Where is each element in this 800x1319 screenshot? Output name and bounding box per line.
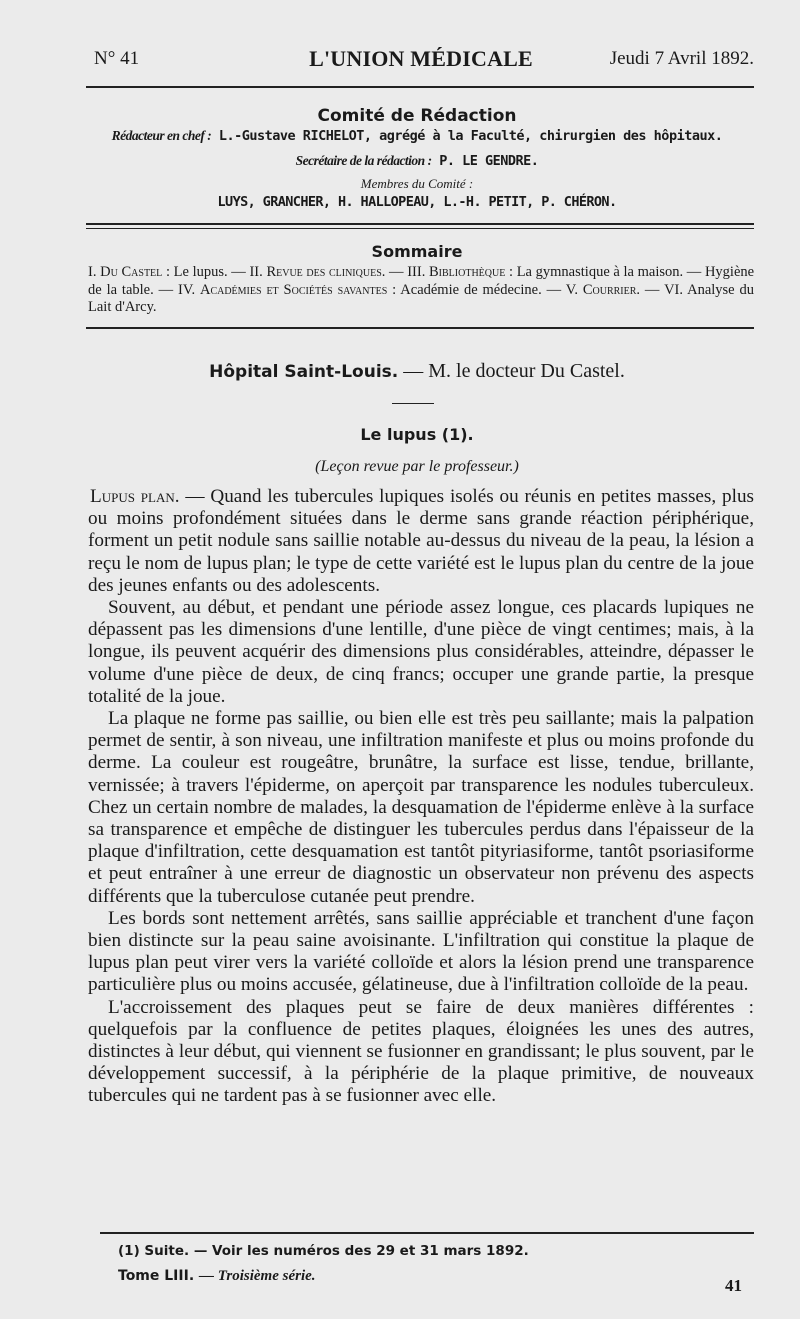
footer-rule	[100, 1232, 754, 1234]
editor-line	[80, 128, 754, 144]
paragraph: L'accroissement des plaques peut se faire de deux manières différentes : quelquefois par la confluence de petites plaques, éloignées les unes des autres, distinctes à leur début, qui viennent se fusionner en grandissant; le plus souvent, par le développement successif, à la périphérie de la plaque primitive, de nouveaux tubercules qui ne tardent pas à se fusionner avec elle.	[88, 996, 754, 1107]
sommaire-section: Revue des cliniques.	[266, 264, 386, 280]
sommaire-title: Sommaire	[371, 242, 463, 261]
editor-name: L.-Gustave RICHELOT, agrégé à la Faculté, chirurgien des hôpitaux.	[218, 128, 723, 144]
footnote: (1) Suite. — Voir les numéros des 29 et 31 mars 1892.	[118, 1243, 529, 1259]
heading-short-rule	[392, 403, 434, 404]
committee-rule-bottom	[86, 228, 754, 229]
secretary-line	[80, 153, 754, 169]
sommaire-section: Du Castel	[100, 264, 163, 280]
article-heading	[80, 360, 754, 383]
paragraph-text: — Quand les tubercules lupiques isolés ou réunis en petites masses, plus ou moins profondément situées dans le derme sans grande réaction périphérique, forment un petit nodule sans saillie notable au-dessus du niveau de la peau, la lésion a reçu le nom de lupus plan; le type de cette variété est le lupus plan du centre de la joue des jeunes enfants ou des adolescents.	[88, 486, 754, 596]
issue-date: Jeudi 7 Avril 1892.	[609, 48, 754, 69]
running-header	[88, 48, 754, 76]
sommaire-num: VI.	[664, 281, 683, 298]
paragraph: Souvent, au début, et pendant une période assez longue, ces placards lupiques ne dépassent pas les dimensions d'une lentille, d'une pièce de vingt centimes; mais, à la longue, ils peuvent acquérir des dimensions plus considérables, atteindre, dépasser le volume d'une pièce de deux, de cinq francs; occuper une grande partie, la presque totalité de la joue.	[88, 597, 754, 707]
sommaire-num: V.	[565, 281, 578, 298]
sommaire-text: Académie de médecine.	[400, 281, 542, 298]
tome: Tome LIII.	[118, 1268, 195, 1284]
sommaire-text: Analyse du Lait d'Arcy.	[88, 281, 754, 315]
lead-in: Lupus plan.	[90, 486, 180, 507]
journal-title: L'UNION MÉDICALE	[309, 46, 533, 71]
series: — Troisième série.	[199, 1268, 316, 1284]
sommaire-text: Le lupus.	[173, 264, 228, 280]
committee-title: Comité de Rédaction	[317, 106, 517, 126]
header-rule	[86, 86, 754, 88]
sommaire-num: I.	[88, 264, 97, 280]
sommaire-rule	[86, 327, 754, 329]
issue-number: N° 41	[94, 48, 140, 69]
paragraph: La plaque ne forme pas saillie, ou bien elle est très peu saillante; mais la palpation permet de sentir, à son niveau, une infiltration manifeste et plus ou moins profonde du derme. La couleur est rougeâtre, brunâtre, la surface est lisse, tendue, brillante, vernissée; à travers l'épiderme, on aperçoit par transparence les nodules tuberculeux. Chez un certain nombre de malades, la desquamation de l'épiderme enlève à la surface sa transparence et empêche de distinguer les tubercules perdus dans l'épaisseur de la plaque d'infiltration, cette desquamation est tantôt pityriasiforme, tantôt psoriasiforme et peut entraîner à une erreur de diagnostic un observateur non prévenu des aspects différents que la tuberculose cutanée peut prendre.	[88, 708, 754, 907]
sommaire-num: II.	[249, 264, 263, 280]
members-list: LUYS, GRANCHER, H. HALLOPEAU, L.-H. PETIT, P. CHÉRON.	[217, 194, 617, 210]
article-author: — M. le docteur Du Castel.	[403, 360, 625, 382]
tome-line	[118, 1268, 316, 1285]
sommaire-list: I. Du Castel : Le lupus. — II. Revue des cliniques. — III. Bibliothèque : La gymnastique à la maison. — Hygiène de la table. — IV. Académies et Sociétés savantes : Académie de médecine. — V. Courrier. — VI. Analyse du Lait d'Arcy.	[88, 264, 755, 315]
sommaire-section: Courrier.	[582, 281, 641, 298]
members-title: Membres du Comité :	[360, 176, 474, 191]
editor-role: Rédacteur en chef :	[111, 128, 212, 143]
paragraph	[88, 486, 754, 597]
article-subtitle: (Leçon revue par le professeur.)	[315, 458, 519, 475]
article-body	[88, 486, 754, 1108]
secretary-name: P. LE GENDRE.	[439, 153, 539, 169]
article-title: Le lupus (1).	[360, 425, 474, 444]
sommaire-section: Bibliothèque	[429, 264, 506, 280]
committee-rule-top	[86, 223, 754, 225]
paragraph: Les bords sont nettement arrêtés, sans saillie appréciable et tranchent d'une façon bien distincte sur la peau saine avoisinante. L'infiltration qui constitue la plaque de lupus plan peut virer vers la variété colloïde et alors la lésion prend une transparence particulière plus ou moins accusée, gélatineuse, due à l'infiltration colloïde de la peau.	[88, 907, 754, 996]
sommaire-section: Académies et Sociétés savantes	[199, 281, 388, 298]
secretary-role: Secrétaire de la rédaction :	[295, 153, 432, 168]
page-number: 41	[725, 1276, 742, 1295]
sommaire-num: IV.	[178, 281, 196, 298]
sommaire-num: III.	[407, 264, 426, 280]
sommaire-text: La gymnastique à la maison. — Hygiène de la table.	[88, 264, 755, 298]
hospital-name: Hôpital Saint-Louis.	[209, 362, 399, 382]
